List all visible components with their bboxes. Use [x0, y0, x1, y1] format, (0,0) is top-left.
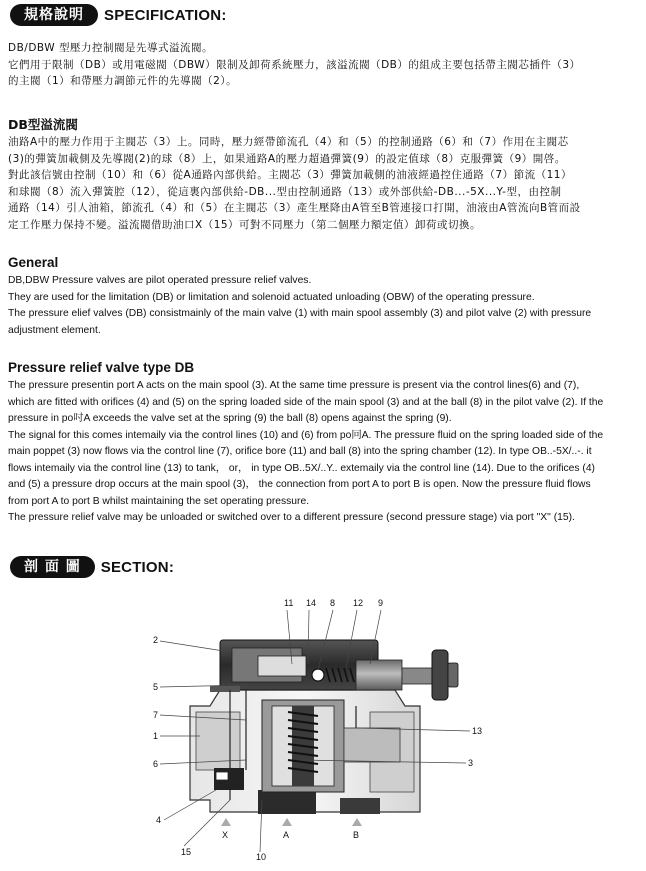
- general-line: adjustment element.: [8, 324, 101, 336]
- general-section: [8, 255, 638, 339]
- relief-valve-line: from port A to port B whilst maintaining the set operating pressure.: [8, 495, 310, 507]
- relief-valve-line: The signal for this comes intemaily via the control lines (10) and (6) from po冋A. The pressure fluid on the spring loaded side of the: [8, 429, 604, 441]
- section-badge: 剖 面 圖: [10, 556, 95, 578]
- db-type-zh-section: [8, 115, 638, 233]
- db-type-zh-line: 通路（14）引人油箱，節流孔（4）和（5）在主閥芯（3）產生壓降由A管至B管連接口打開，油液由A管流向B管而設: [8, 202, 581, 214]
- general-heading: General: [8, 255, 59, 270]
- spec-intro: [8, 40, 638, 90]
- specification-badge: 規格說明: [10, 4, 98, 26]
- db-type-zh-line: 定工作壓力保持不變。溢流閥借助油口X（15）可對不同壓力（第二個壓力額定值）卸荷或切換。: [8, 218, 482, 231]
- part-label: 8: [330, 598, 336, 608]
- port-label-x: X: [222, 830, 229, 840]
- part-label: 12: [353, 598, 364, 608]
- general-line: The pressure elief valves (DB) consistmainly of the main valve (1) with main spool assembly (3) and pilot valve (2) with pressure: [8, 308, 592, 319]
- relief-valve-section: [8, 360, 638, 527]
- part-label: 9: [378, 598, 384, 608]
- db-type-zh-line: 對此該信號由控制（10）和（6）從A通路內部供給。主閥芯（3）彈簧加載側的油液經過控住通路（7）節流（11）: [8, 169, 572, 181]
- spec-intro-line: 的主閥（1）和帶壓力調節元件的先導閥（2）。: [8, 75, 238, 87]
- relief-valve-line: The pressure relief valve may be unloaded or switched over to a different pressure (second pressure stage) via port "X" (15).: [8, 512, 575, 523]
- general-line: They are used for the limitation (DB) or limitation and solenoid actuated unloading (OBW) of the operating pressure.: [8, 291, 535, 303]
- relief-valve-line: pressure in po吋A exceeds the valve set at the spring (9) the ball (8) opens against the spring (9).: [8, 413, 452, 424]
- relief-valve-line: The pressure presentin port A acts on the main spool (3). At the same time pressure is present via the control lines(6) and (7),: [8, 380, 580, 391]
- general-line: DB,DBW Pressure valves are pilot operated pressure relief valves.: [8, 275, 312, 286]
- port-label-b: B: [353, 830, 360, 840]
- pilot-ball: [312, 669, 324, 681]
- spec-intro-line: 它們用于限制（DB）或用電磁閥（DBW）限制及卸荷系統壓力，該溢流閥（DB）的組成主要包括帶主閥芯插件（3）: [8, 58, 581, 71]
- part-label: 14: [306, 598, 317, 608]
- part-label: 3: [468, 758, 474, 768]
- part-label: 13: [472, 726, 483, 736]
- section-header: [10, 556, 174, 578]
- valve-section-diagram: [0, 590, 646, 871]
- part-label: 7: [153, 710, 159, 720]
- part-label: 5: [153, 682, 159, 692]
- port-markers: [221, 818, 362, 840]
- relief-valve-line: flows intemaily via the control line (13) to tank， or， in type OB..5X/..Y.. extemaily via the control line (14). Due to the orifices (4): [8, 462, 595, 474]
- part-label: 6: [153, 759, 159, 769]
- port-label-a: A: [283, 830, 290, 840]
- adjustment-knob: [432, 650, 448, 700]
- relief-valve-line: which are fitted with orifices (4) and (5) on the spring loaded side of the main spool (3) and at the ball (8) in the pilot valve (2). If the: [8, 396, 604, 408]
- db-type-zh-line: (3)的彈簧加載側及先導閥(2)的球（8）上，如果通路A的壓力超過彈簧(9）的設定值球（8）克服彈簧（9）開啓。: [8, 152, 566, 165]
- spec-intro-line: DB/DBW 型壓力控制閥是先導式溢流閥。: [8, 42, 213, 54]
- relief-valve-line: main poppet (3) now flows via the control line (7), orifice bore (11) and ball (8) into the spring chamber (12). In type OB..-5X/..-. it: [8, 446, 592, 457]
- db-type-zh-line: 和球閥（8）流入彈簧腔（12），從這裏內部供給-DB...型由控制通路（13）或外部供給-DB...-5X...Y-型，由控制: [8, 185, 562, 198]
- db-type-zh-heading: DB型溢流閥: [8, 117, 78, 132]
- relief-valve-heading: Pressure relief valve type DB: [8, 360, 195, 375]
- part-label: 15: [181, 847, 192, 857]
- specification-title: SPECIFICATION:: [104, 6, 227, 24]
- part-label: 10: [256, 852, 267, 862]
- section-title: SECTION:: [100, 558, 175, 576]
- part-label: 2: [153, 635, 159, 645]
- specification-header: [10, 4, 227, 26]
- part-label: 4: [156, 815, 162, 825]
- db-type-zh-line: 油路A中的壓力作用于主閥芯（3）上。同時，壓力經帶節流孔（4）和（5）的控制通路（6）和（7）作用在主閥芯: [8, 136, 569, 148]
- part-label: 11: [284, 598, 294, 608]
- part-label: 1: [153, 731, 159, 741]
- relief-valve-line: and (5) a pressure drop occurs at the main spool (3)， the connection from port A to port B is open. Now the pressure fluid flows: [8, 479, 591, 490]
